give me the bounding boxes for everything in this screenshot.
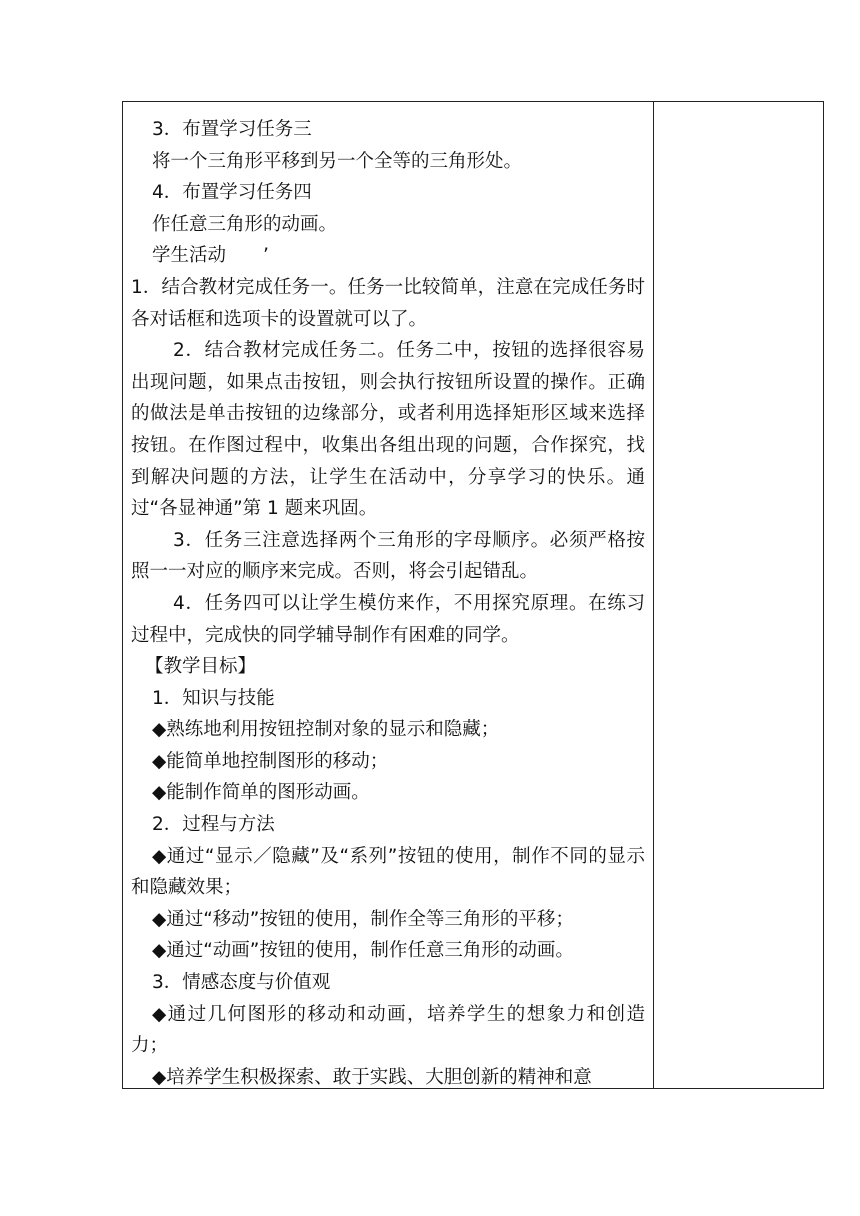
objective-item: ◆通过“显示／隐藏”及“系列”按钮的使用，制作不同的显示和隐藏效果； bbox=[131, 845, 645, 899]
process-methods-heading: 2．过程与方法 bbox=[152, 814, 275, 836]
knowledge-skills-heading: 1．知识与技能 bbox=[152, 687, 275, 709]
content-cell bbox=[123, 114, 651, 1093]
task-three-text: 将一个三角形平移到另一个全等的三角形处。 bbox=[152, 150, 523, 172]
objective-item: ◆培养学生积极探索、敢于实践、大胆创新的精神和意 bbox=[152, 1066, 592, 1088]
column-divider bbox=[653, 102, 654, 1088]
task-three-heading: 3．布置学习任务三 bbox=[152, 119, 312, 140]
objective-item: ◆能制作简单的图形动画。 bbox=[152, 782, 370, 804]
activity-paragraph-4: 4．任务四可以让学生模仿来作，不用探究原理。在练习过程中，完成快的同学辅导制作有困难的同学。 bbox=[131, 592, 645, 646]
student-activity-heading: 学生活动 ’ bbox=[152, 245, 269, 267]
objective-item: ◆通过“动画”按钮的使用，制作任意三角形的动画。 bbox=[152, 940, 574, 962]
lesson-table bbox=[122, 101, 824, 1089]
activity-paragraph-3: 3．任务三注意选择两个三角形的字母顺序。必须严格按照一一对应的顺序来完成。否则，将会引起错乱。 bbox=[131, 529, 645, 583]
objective-item: ◆能简单地控制图形的移动； bbox=[152, 750, 389, 772]
objective-item: ◆通过几何图形的移动和动画，培养学生的想象力和创造力； bbox=[131, 1003, 645, 1057]
task-four-text: 作任意三角形的动画。 bbox=[152, 213, 338, 235]
objective-item: ◆通过“移动”按钮的使用，制作全等三角形的平移； bbox=[152, 908, 574, 930]
activity-paragraph-1: 1．结合教材完成任务一。任务一比较简单，注意在完成任务时各对话框和选项卡的设置就可以了。 bbox=[131, 276, 645, 330]
objectives-heading: 【教学目标】 bbox=[145, 656, 257, 678]
task-four-heading: 4．布置学习任务四 bbox=[152, 182, 312, 204]
activity-paragraph-2: 2．结合教材完成任务二。任务二中，按钮的选择很容易出现问题，如果点击按钮，则会执行按钮所设置的操作。正确的做法是单击按钮的边缘部分，或者利用选择矩形区域来选择按钮。在作图过程中，收集出各组出现的问题，合作探究，找到解决问题的方法，让学生在活动中，分享学习的快乐。通过“各显神通”第 1 题来巩固。 bbox=[131, 340, 645, 520]
attitude-values-heading: 3．情感态度与价值观 bbox=[152, 972, 331, 994]
objective-item: ◆熟练地利用按钮控制对象的显示和隐藏； bbox=[152, 719, 500, 741]
